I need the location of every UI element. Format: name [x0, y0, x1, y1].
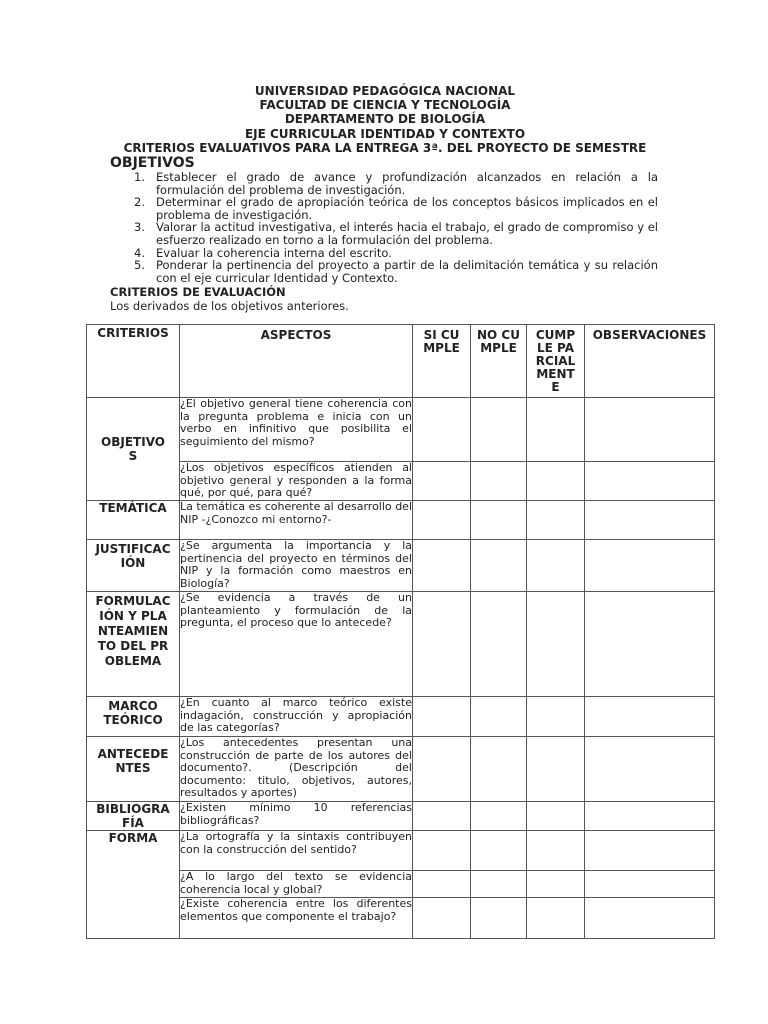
- objective-item: 3. Valorar la actitud investigativa, el interés hacia el trabajo, el grado de compromiso y el esfuerzo realizado en torno a la formulación del problema.: [134, 220, 658, 247]
- table-row: [87, 802, 715, 831]
- si-cumple-cell[interactable]: [413, 592, 471, 697]
- si-cumple-cell[interactable]: [413, 462, 471, 501]
- cumple-parcialmente-cell[interactable]: [527, 871, 585, 898]
- table-row: [87, 501, 715, 540]
- criterion-marco-teorico: MARCO TEÓRICO: [87, 697, 180, 737]
- cumple-parcialmente-cell[interactable]: [527, 398, 585, 462]
- table-header-row: [87, 325, 715, 398]
- university-name: UNIVERSIDAD PEDAGÓGICA NACIONAL: [254, 84, 516, 98]
- observaciones-cell[interactable]: [585, 831, 715, 871]
- no-cumple-cell[interactable]: [471, 871, 527, 898]
- observaciones-cell[interactable]: [585, 871, 715, 898]
- aspect-cell: ¿En cuanto al marco teórico existe indagación, construcción y apropiación de las categorías?: [180, 697, 413, 737]
- header-aspectos: ASPECTOS: [180, 325, 413, 398]
- curricular-axis: EJE CURRICULAR IDENTIDAD Y CONTEXTO: [244, 126, 526, 141]
- evaluation-table: [86, 324, 715, 939]
- table-row: [87, 871, 715, 898]
- objectives-heading: OBJETIVOS: [110, 155, 195, 171]
- header-si-cumple: SI CUMPLE: [413, 325, 471, 398]
- si-cumple-cell[interactable]: [413, 697, 471, 737]
- table-row: [87, 831, 715, 871]
- cumple-parcialmente-cell[interactable]: [527, 737, 585, 802]
- si-cumple-cell[interactable]: [413, 871, 471, 898]
- cumple-parcialmente-cell[interactable]: [527, 697, 585, 737]
- si-cumple-cell[interactable]: [413, 898, 471, 939]
- observaciones-cell[interactable]: [585, 592, 715, 697]
- objective-item: 4. Evaluar la coherencia interna del escrito.: [134, 245, 392, 260]
- table-row: [87, 737, 715, 802]
- objective-item: 5. Ponderar la pertinencia del proyecto a partir de la delimitación temática y su relación con el eje curricular Identidad y Contexto.: [134, 258, 658, 285]
- aspect-cell: ¿El objetivo general tiene coherencia con la pregunta problema e inicia con un verbo en infinitivo que posibilita el seguimiento del mismo?: [180, 398, 413, 462]
- criterion-tematica: TEMÁTICA: [87, 501, 180, 540]
- observaciones-cell[interactable]: [585, 398, 715, 462]
- aspect-cell: ¿Los antecedentes presentan una construcción de parte de los autores del documento?. (Descripción del documento: titulo, objetivos, autores, resultados y aportes): [180, 737, 413, 802]
- table-row: [87, 898, 715, 939]
- criterion-forma: FORMA: [87, 831, 180, 939]
- si-cumple-cell[interactable]: [413, 802, 471, 831]
- observaciones-cell[interactable]: [585, 462, 715, 501]
- header-criterios: CRITERIOS: [87, 325, 180, 398]
- observaciones-cell[interactable]: [585, 737, 715, 802]
- cumple-parcialmente-cell[interactable]: [527, 898, 585, 939]
- objectives-list: [110, 171, 658, 284]
- cumple-parcialmente-cell[interactable]: [527, 462, 585, 501]
- header-cumple-parcialmente: CUMPLE PARCIALMENTE: [527, 325, 585, 398]
- no-cumple-cell[interactable]: [471, 501, 527, 540]
- no-cumple-cell[interactable]: [471, 898, 527, 939]
- no-cumple-cell[interactable]: [471, 398, 527, 462]
- header-no-cumple: NO CUMPLE: [471, 325, 527, 398]
- no-cumple-cell[interactable]: [471, 737, 527, 802]
- cumple-parcialmente-cell[interactable]: [527, 831, 585, 871]
- observaciones-cell[interactable]: [585, 898, 715, 939]
- criterion-objetivos: OBJETIVOS: [87, 398, 180, 501]
- criteria-heading: CRITERIOS DE EVALUACIÓN: [110, 285, 286, 299]
- aspect-cell: ¿Existe coherencia entre los diferentes elementos que componente el trabajo?: [180, 898, 413, 939]
- observaciones-cell[interactable]: [585, 540, 715, 592]
- table-row: [87, 540, 715, 592]
- si-cumple-cell[interactable]: [413, 831, 471, 871]
- no-cumple-cell[interactable]: [471, 540, 527, 592]
- cumple-parcialmente-cell[interactable]: [527, 592, 585, 697]
- criterion-formulacion: FORMULACIÓN Y PLANTEAMIENTO DEL PROBLEMA: [87, 592, 180, 697]
- cumple-parcialmente-cell[interactable]: [527, 802, 585, 831]
- criterion-antecedentes: ANTECEDENTES: [87, 737, 180, 802]
- no-cumple-cell[interactable]: [471, 697, 527, 737]
- document-header: [100, 84, 670, 155]
- no-cumple-cell[interactable]: [471, 802, 527, 831]
- si-cumple-cell[interactable]: [413, 398, 471, 462]
- objective-item: 2. Determinar el grado de apropiación teórica de los conceptos básicos implicados en el problema de investigación.: [134, 195, 658, 222]
- no-cumple-cell[interactable]: [471, 462, 527, 501]
- observaciones-cell[interactable]: [585, 802, 715, 831]
- si-cumple-cell[interactable]: [413, 737, 471, 802]
- table-row: [87, 398, 715, 462]
- table-row: [87, 592, 715, 697]
- aspect-cell: ¿A lo largo del texto se evidencia coherencia local y global?: [180, 870, 412, 896]
- aspect-cell: ¿Se argumenta la importancia y la pertinencia del proyecto en términos del NIP y la formación como maestros en Biología?: [180, 539, 412, 590]
- no-cumple-cell[interactable]: [471, 831, 527, 871]
- table-row: [87, 697, 715, 737]
- criteria-description: Los derivados de los objetivos anteriores.: [110, 299, 349, 313]
- si-cumple-cell[interactable]: [413, 540, 471, 592]
- aspect-cell: ¿Existen mínimo 10 referencias bibliográficas?: [180, 802, 413, 831]
- criterion-justificacion: JUSTIFICACIÓN: [87, 540, 180, 592]
- table-row: [87, 462, 715, 501]
- aspect-cell: ¿Los objetivos específicos atienden al objetivo general y responden a la forma qué, por qué, para qué?: [180, 461, 412, 499]
- si-cumple-cell[interactable]: [413, 501, 471, 540]
- observaciones-cell[interactable]: [585, 697, 715, 737]
- observaciones-cell[interactable]: [585, 501, 715, 540]
- aspect-cell: La temática es coherente al desarrollo del NIP -¿Conozco mi entorno?-: [180, 501, 413, 540]
- cumple-parcialmente-cell[interactable]: [527, 501, 585, 540]
- objective-item: 1. Establecer el grado de avance y profundización alcanzados en relación a la formulación del problema de investigación.: [134, 170, 658, 197]
- department-name: DEPARTAMENTO DE BIOLOGÍA: [284, 112, 486, 127]
- header-observaciones: OBSERVACIONES: [585, 325, 715, 398]
- aspect-cell: ¿Se evidencia a través de un planteamiento y formulación de la pregunta, el proceso que lo antecede?: [180, 592, 413, 697]
- cumple-parcialmente-cell[interactable]: [527, 540, 585, 592]
- no-cumple-cell[interactable]: [471, 592, 527, 697]
- criterion-bibliografia: BIBLIOGRAFÍA: [87, 802, 180, 831]
- faculty-name: FACULTAD DE CIENCIA Y TECNOLOGÍA: [259, 98, 511, 113]
- aspect-cell: ¿La ortografía y la sintaxis contribuyen con la construcción del sentido?: [180, 831, 413, 871]
- document-title: CRITERIOS EVALUATIVOS PARA LA ENTREGA 3ª. DEL PROYECTO DE SEMESTRE: [123, 140, 647, 155]
